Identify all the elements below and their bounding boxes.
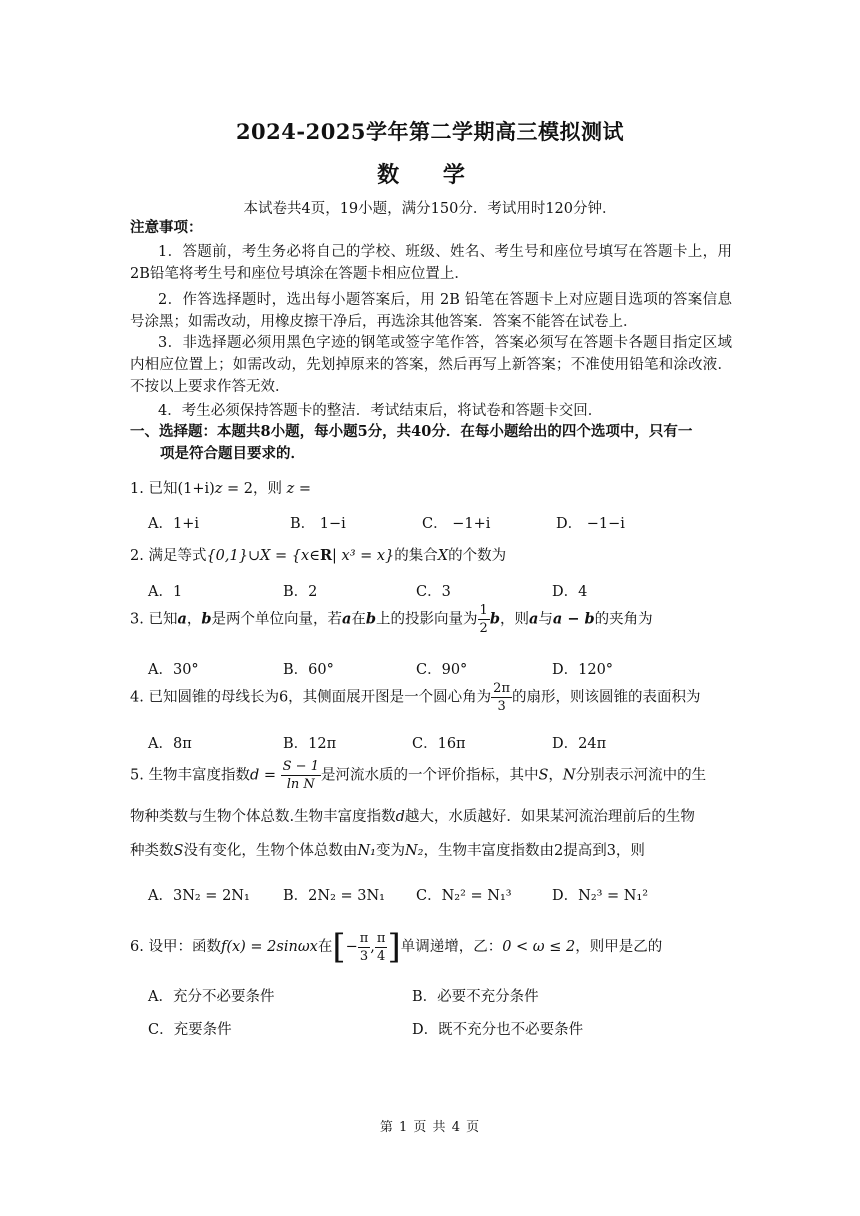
question-3-stem (130, 604, 653, 635)
q1-var: z (214, 481, 223, 497)
q1-option-c[interactable]: C． −1+i (422, 516, 491, 532)
q5-text: 分别表示河流中的生 (575, 767, 707, 784)
q3-option-c[interactable]: C．90° (416, 662, 468, 678)
q3-option-b[interactable]: B．60° (283, 662, 334, 678)
fraction-denominator: 4 (377, 948, 386, 964)
question-5-stem (130, 760, 706, 791)
section-heading (130, 421, 732, 465)
q2-expr: {0,1}∪X = {x∈ (206, 548, 320, 564)
q3-vector: b (365, 610, 377, 628)
question-1-stem (130, 478, 311, 500)
q6-interval-bracket: [ (332, 927, 346, 967)
q5-text: ， (548, 767, 563, 784)
q1-text: = (294, 481, 312, 497)
subject-title: 数 学 (377, 162, 483, 188)
question-2-stem (130, 545, 506, 567)
q1-option-d[interactable]: D． −1−i (556, 516, 625, 532)
note-item-4: 4．考生必须保持答题卡的整洁．考试结束后，将试卷和答题卡交回． (158, 403, 603, 419)
q5-text: = (259, 767, 281, 784)
question-4-stem (130, 682, 701, 713)
q6-interval-sign: − (345, 939, 358, 955)
q1-text: = 2，则 (222, 481, 287, 497)
notes-heading: 注意事项： (130, 219, 203, 236)
fraction-numerator: 1 (479, 603, 488, 618)
note-item-3: 3．非选择题必须用黑色字迹的钢笔或签字笔作答，答案必须写在答题卡各题目指定区域内相应位置上；如需改动，先划掉原来的答案，然后再写上新答案；不准使用铅笔和涂改液．不按以上要求作答无效． (130, 335, 732, 395)
q1-expr: (1+i) (177, 481, 215, 497)
q3-vector: a − b (552, 610, 595, 628)
q3-text: 3. 已知 (130, 611, 178, 628)
q1-option-b[interactable]: B． 1−i (290, 516, 346, 532)
q1-var: z (286, 481, 295, 497)
q2-expr: | x³ = x} (332, 548, 395, 564)
section-heading-line1: 一、选择题：本题共8小题，每小题5分，共40分．在每小题给出的四个选项中，只有一 (130, 423, 693, 440)
fraction-denominator: 2 (479, 621, 488, 636)
page-footer: 第 1 页 共 4 页 (379, 1120, 481, 1135)
q5-var: N₁ (357, 843, 376, 859)
q5-option-a[interactable]: A．3N₂ = 2N₁ (148, 888, 250, 904)
q2-text: 的个数为 (448, 548, 507, 564)
q3-text: 的夹角为 (594, 611, 653, 628)
q5-text: 5. 生物丰富度指数 (130, 767, 250, 784)
q5-text: 种类数 (130, 843, 174, 859)
q4-option-d[interactable]: D．24π (552, 736, 607, 752)
q5-text: 物种类数与生物个体总数.生物丰富度指数 (130, 809, 396, 825)
q3-fraction (478, 604, 490, 635)
q3-vector: a (177, 610, 187, 628)
q3-option-d[interactable]: D．120° (552, 662, 614, 678)
q2-option-d[interactable]: D．4 (552, 584, 588, 600)
q6-option-a[interactable]: A．充分不必要条件 (148, 989, 275, 1005)
q5-text: 越大，水质越好．如果某河流治理前后的生物 (404, 809, 695, 825)
q3-text: ， (186, 611, 202, 628)
q3-text: 在 (351, 611, 366, 628)
q2-option-a[interactable]: A．1 (148, 584, 183, 600)
q4-text: 的扇形，则该圆锥的表面积为 (512, 689, 701, 706)
q5-text: 变为 (375, 843, 405, 859)
q2-real-set: R (319, 547, 333, 564)
q6-text: ，则甲是乙的 (575, 939, 663, 955)
q3-option-a[interactable]: A．30° (148, 662, 199, 678)
question-5-line3 (130, 840, 645, 862)
fraction-numerator: π (376, 930, 386, 946)
q2-text: 2. 满足等式 (130, 548, 207, 564)
q3-vector: a (528, 610, 539, 628)
q5-text: 没有变化，生物个体总数由 (183, 843, 358, 859)
q6-interval-bracket: ] (387, 927, 401, 967)
q5-var: N (562, 767, 576, 784)
q3-text: 上的投影向量为 (376, 611, 478, 628)
q4-fraction (491, 682, 512, 713)
q3-text: 与 (538, 611, 553, 628)
note-item-1: 1．答题前，考生务必将自己的学校、班级、姓名、考生号和座位号填写在答题卡上，用2B铅笔将考生号和座位号填涂在答题卡相应位置上． (130, 244, 732, 282)
q2-option-b[interactable]: B．2 (283, 584, 318, 600)
q4-text: 4. 已知圆锥的母线长为6，其侧面展开图是一个圆心角为 (130, 689, 492, 706)
q5-text: 是河流水质的一个评价指标，其中 (320, 767, 539, 784)
q2-text: 的集合 (394, 548, 438, 564)
q6-option-c[interactable]: C．充要条件 (148, 1022, 232, 1038)
q4-option-c[interactable]: C．16π (412, 736, 466, 752)
fraction-denominator: 3 (497, 699, 506, 714)
q3-text: ，则 (499, 611, 529, 628)
q3-vector: b (201, 610, 212, 628)
q5-option-b[interactable]: B．2N₂ = 3N₁ (283, 888, 385, 904)
fraction-numerator: S − 1 (282, 759, 319, 774)
q3-vector: a (342, 610, 352, 628)
exam-title: 2024-2025学年第二学期高三模拟测试 (235, 119, 625, 144)
q5-fraction (281, 760, 321, 791)
q5-var: S (538, 767, 549, 784)
q6-text: 6. 设甲：函数 (130, 939, 221, 955)
q1-text: 1. 已知 (130, 481, 178, 497)
q6-interval-comma: , (370, 939, 375, 955)
q5-var: d (249, 767, 260, 784)
q6-text: 在 (317, 939, 333, 955)
q4-option-b[interactable]: B．12π (283, 736, 337, 752)
q6-fraction-right (375, 932, 388, 963)
note-item-2: 2．作答选择题时，选出每小题答案后，用 2B 铅笔在答题卡上对应题目选项的答案信息号涂黑；如需改动，用橡皮擦干净后，再选涂其他答案．答案不能答在试卷上． (130, 292, 732, 330)
q6-option-b[interactable]: B．必要不充分条件 (412, 989, 539, 1005)
q6-condition: 0 < ω ≤ 2 (502, 939, 576, 955)
q5-var: S (173, 843, 184, 859)
q6-option-d[interactable]: D．既不充分也不必要条件 (412, 1022, 584, 1038)
q5-option-d[interactable]: D．N₂³ = N₁² (552, 888, 649, 904)
question-6-stem (130, 927, 663, 967)
question-5-line2 (130, 806, 695, 828)
q3-text: 是两个单位向量，若 (211, 611, 342, 628)
fraction-numerator: 2π (493, 681, 510, 696)
fraction-denominator: ln N (286, 777, 315, 792)
q6-function: f(x) = 2sinωx (220, 939, 318, 955)
q4-option-a[interactable]: A．8π (148, 736, 192, 752)
q6-fraction-left (358, 932, 371, 963)
q1-option-a[interactable]: A．1+i (148, 516, 199, 532)
fraction-denominator: 3 (359, 948, 369, 964)
q3-vector: b (489, 610, 500, 628)
q6-text: 单调递增，乙： (400, 939, 503, 955)
q5-var: d (395, 809, 405, 825)
q5-option-c[interactable]: C．N₂² = N₁³ (416, 888, 512, 904)
q5-text: ，生物丰富度指数由2提高到3，则 (423, 843, 645, 859)
exam-meta: 本试卷共4页，19小题，满分150分．考试用时120分钟． (243, 201, 617, 217)
q5-var: N₂ (404, 843, 424, 859)
fraction-numerator: π (359, 930, 369, 946)
q2-var: X (437, 548, 449, 564)
section-heading-line2: 项是符合题目要求的． (160, 445, 305, 462)
q2-option-c[interactable]: C．3 (416, 584, 451, 600)
